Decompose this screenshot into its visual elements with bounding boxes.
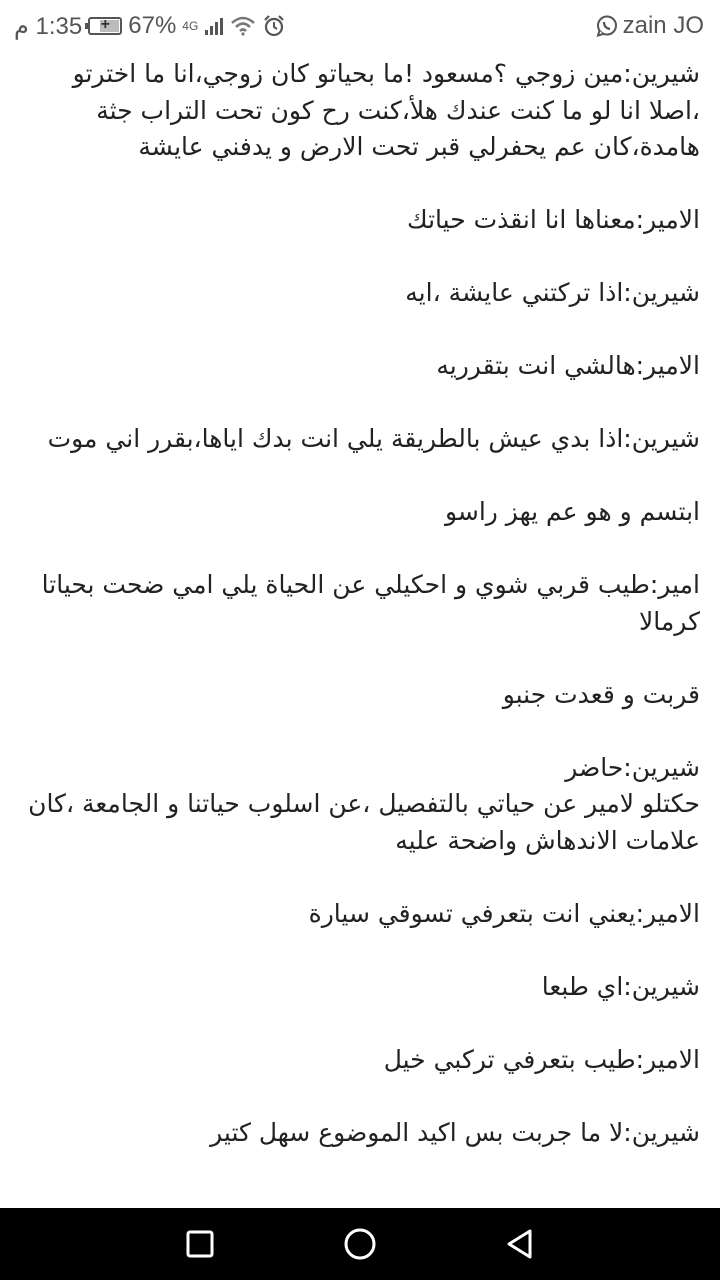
whatsapp-icon bbox=[595, 14, 619, 38]
home-button[interactable] bbox=[342, 1226, 378, 1262]
story-paragraph: شيرين:اذا تركتني عايشة ،ايه bbox=[405, 278, 700, 307]
story-paragraph: شيرين:اي طبعا bbox=[541, 971, 700, 1001]
status-bar bbox=[0, 0, 720, 52]
story-text bbox=[20, 56, 700, 1208]
status-left bbox=[14, 10, 286, 42]
battery-icon bbox=[88, 17, 122, 35]
story-paragraph: قربت و قعدت جنبو bbox=[502, 679, 700, 709]
story-paragraph: الامير:طيب بتعرفي تركبي خيل bbox=[383, 1044, 700, 1074]
story-paragraph: شيرين:لا ما جربت بس اكيد الموضوع سهل كتير bbox=[210, 1117, 700, 1147]
story-paragraph: الامير:هالشي انت بتقرريه bbox=[436, 351, 700, 380]
back-triangle-icon bbox=[504, 1228, 536, 1260]
story-paragraph: امير:طيب قربي شوي و احكيلي عن الحياة يلي امي ضحت بحياتا كرمالا bbox=[33, 570, 700, 636]
back-button[interactable] bbox=[502, 1226, 538, 1262]
carrier-name: zain JO bbox=[622, 12, 704, 39]
battery-percent: 67% bbox=[128, 12, 177, 39]
square-icon bbox=[185, 1229, 215, 1259]
recents-button[interactable] bbox=[182, 1226, 218, 1262]
status-right bbox=[595, 10, 704, 42]
story-paragraph: ابتسم و هو عم يهز راسو bbox=[444, 497, 700, 526]
story-paragraph: شيرين:مين زوجي ؟مسعود !ما بحياتو كان زوجي،انا ما اخترتو ،اصلا انا لو ما كنت عندك هلأ،كنت رح كون تحت التراب جثة هامدة،كان عم يحفرلي قبر تحت الارض و يدفني عايشة bbox=[64, 59, 700, 161]
clock: 1:35 م bbox=[14, 12, 83, 40]
navigation-bar bbox=[0, 1208, 720, 1280]
signal-icon bbox=[204, 16, 224, 36]
story-paragraph: الامير:يعني انت بتعرفي تسوقي سيارة bbox=[308, 898, 700, 928]
story-paragraph: شيرين:حاضر حكتلو لامير عن حياتي بالتفصيل ،عن اسلوب حياتنا و الجامعة ،كان علامات الاندهاش واضحة عليه bbox=[28, 752, 700, 855]
network-type: 4G bbox=[182, 19, 199, 33]
charging-icon: + bbox=[100, 16, 110, 33]
story-paragraph: الامير:معناها انا انقذت حياتك bbox=[407, 205, 700, 234]
wifi-icon bbox=[230, 16, 256, 36]
circle-icon bbox=[343, 1227, 377, 1261]
story-paragraph: شيرين:اذا بدي عيش بالطريقة يلي انت بدك اياها،بقرر اني موت bbox=[47, 424, 700, 453]
alarm-icon bbox=[262, 14, 286, 38]
